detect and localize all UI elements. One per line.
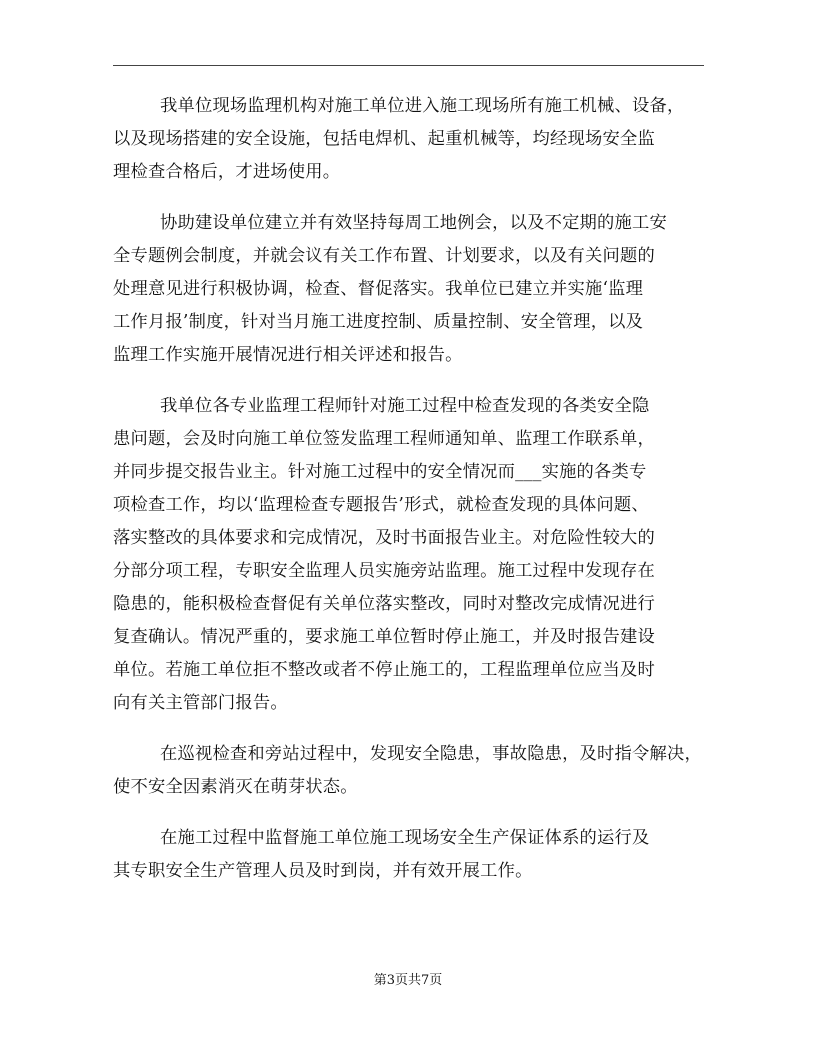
text-line: 我单位现场监理机构对施工单位进入施工现场所有施工机械、设备， xyxy=(160,96,685,116)
text-line: 落实整改的具体要求和完成情况，及时书面报告业主。对危险性较大的 xyxy=(113,528,655,548)
text-line: 协助建设单位建立并有效坚持每周工地例会，以及不定期的施工安 xyxy=(160,213,667,233)
text-line: 患问题，会及时向施工单位签发监理工程师通知单、监理工作联系单， xyxy=(113,429,655,449)
text-line: 处理意见进行积极协调，检查、督促落实。我单位已建立并实施‘监理 xyxy=(113,279,644,299)
paragraph-2 xyxy=(113,207,713,372)
text-line: 使不安全因素消灭在萌芽状态。 xyxy=(113,777,358,797)
paragraph-5 xyxy=(113,822,713,888)
text-line: 在巡视检查和旁站过程中，发现安全隐患，事故隐患，及时指令解决， xyxy=(160,744,702,764)
text-line: 我单位各专业监理工程师针对施工过程中检查发现的各类安全隐 xyxy=(160,396,650,416)
paragraph-3 xyxy=(113,390,713,720)
text-line: 理检查合格后，才进场使用。 xyxy=(113,162,341,182)
text-line: 向有关主管部门报告。 xyxy=(113,693,288,713)
page-number: 第3页共7页 xyxy=(373,973,443,988)
text-line: 单位。若施工单位拒不整改或者不停止施工的，工程监理单位应当及时 xyxy=(113,660,655,680)
header-rule xyxy=(113,65,704,66)
text-line: 其专职安全生产管理人员及时到岗，并有效开展工作。 xyxy=(113,861,533,881)
document-body xyxy=(113,90,713,906)
paragraph-4 xyxy=(113,738,713,804)
text-line: 隐患的，能积极检查督促有关单位落实整改，同时对整改完成情况进行 xyxy=(113,594,655,614)
text-line: 分部分项工程，专职安全监理人员实施旁站监理。施工过程中发现存在 xyxy=(113,561,655,581)
text-line: 项检查工作，均以‘监理检查专题报告’形式，就检查发现的具体问题、 xyxy=(113,495,649,515)
text-line: 在施工过程中监督施工单位施工现场安全生产保证体系的运行及 xyxy=(160,828,650,848)
paragraph-1 xyxy=(113,90,713,189)
text-line: 监理工作实施开展情况进行相关评述和报告。 xyxy=(113,345,463,365)
text-line: 以及现场搭建的安全设施，包括电焊机、起重机械等，均经现场安全监 xyxy=(113,129,655,149)
text-line: 全专题例会制度，并就会议有关工作布置、计划要求，以及有关问题的 xyxy=(113,246,655,266)
text-line: 并同步提交报告业主。针对施工过程中的安全情况而___实施的各类专 xyxy=(113,462,647,482)
text-line: 复查确认。情况严重的，要求施工单位暂时停止施工，并及时报告建设 xyxy=(113,627,655,647)
text-line: 工作月报’制度，针对当月施工进度控制、质量控制、安全管理，以及 xyxy=(113,312,644,332)
